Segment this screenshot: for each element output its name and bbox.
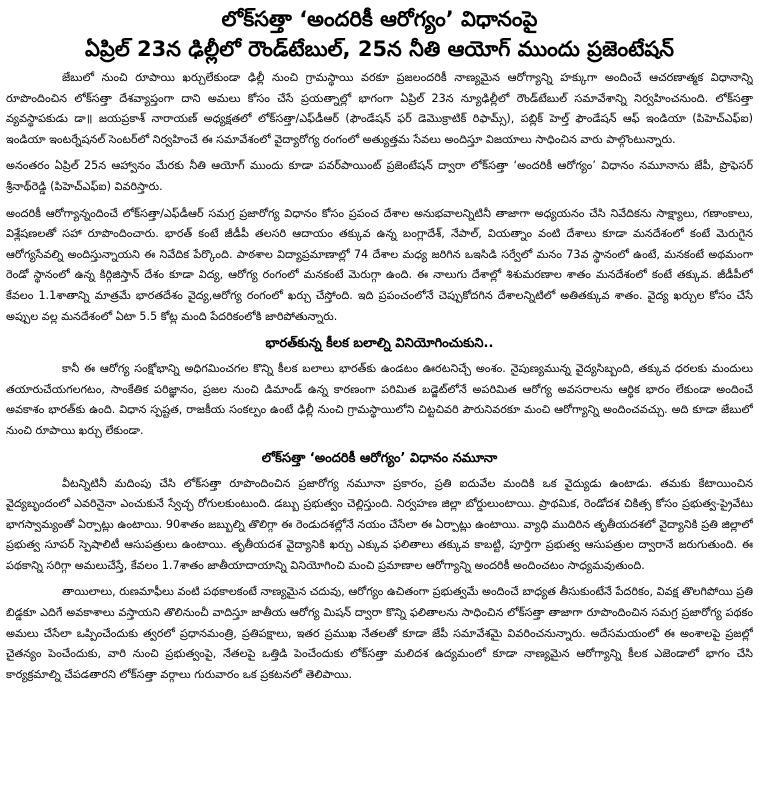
- body-paragraph-3: అందరికీ ఆరోగ్యాన్నందించే లోక్‌సత్తా/ఎఫ్‌డీఆర్‌ సమగ్ర ప్రజారోగ్య విధానం కోసం ప్రపంచ దేశాల అనుభవాలన్నిటినీ తాజాగా అధ్యయనం చేసి నివేదికను సాక్ష్యాలు, గణాంకాలు, విశ్లేషణలతో సహా రూపొందించారు. భారత్‌ కంటే జీడీపీ తలసరి ఆదాయం తక్కువ ఉన్న బంగ్లాదేశ్‌, నేపాల్‌, వియత్నాం వంటి దేశాలు కూడా మనదేశంలో కంటే మెరుగైన ఆరోగ్యసేవల్ని అందిస్తున్నాయని ఈ నివేదిక పేర్కొంది. పాఠశాల విద్యాప్రమాణాల్లో 74 దేశాల మధ్య జరిగిన ఒఇసిడి సర్వేలో మనం 73వ స్థానంలో ఉంటే, మనకంటే అథమంగా రెండో స్థానంలో ఉన్న కిర్గిజిస్తాన్‌ దేశం కూడా విద్య, ఆరోగ్య రంగంలో మనకంటే మెరుగ్గా ఉంది. ఈ నాలుగు దేశాల్లో శిశుమరణాల శాతం మనదేశంలో కంటే తక్కువ. జీడీపీలో కేవలం 1.1శాతాన్ని మాత్రమే భారతదేశం వైద్య,ఆరోగ్య రంగంలో ఖర్చు చేస్తోంది. ఇది ప్రపంచంలోనే చెప్పుకోదగిన దేశాలన్నిటిలో అతితక్కువ శాతం. వైద్య ఖర్చుల కోసం చేసే అప్పుల వల్ల మనదేశంలో ఏటా 5.5 కోట్ల మంది పేదరికంలోకి జారిపోతున్నారు.: [6, 206, 753, 323]
- body-paragraph-1: జేబులో నుంచి రూపాయి ఖర్చులేకుండా ఢిల్లీ నుంచి గ్రామస్థాయి వరకూ ప్రజలందరికీ నాణ్యమైన ఆరోగ్యాన్ని హక్కుగా అందించే ఆచరణాత్మక విధానాన్ని రూపొందించిన లోక్‌సత్తా దేశవ్యాప్తంగా దాని అమలు కోసం చేసే ప్రయత్నాల్లో భాగంగా ఏప్రిల్‌ 23న న్యూఢిల్లీలో రౌండ్‌టేబుల్‌ సమావేశాన్ని నిర్వహించనుంది. లోక్‌సత్తా వ్యవస్థాపకుడు డా॥ జయప్రకాశ్‌ నారాయణ్‌ అధ్యక్షతలో లోక్‌సత్తా/ఎఫ్‌డీఆర్‌ (ఫౌండేషన్‌ ఫర్‌ డెమొక్రాటిక్‌ రిఫామ్స్‌), పబ్లిక్‌ హెల్త్‌ ఫౌండేషన్‌ ఆఫ్‌ ఇండియా (పిహెచ్‌ఎఫ్‌ఐ) ఇండియా ఇంటర్నేషనల్‌ సెంటర్‌లో నిర్వహించే ఈ సమావేశంలో వైద్యారోగ్య రంగంలో అత్యుత్తమ సేవలు అందిస్తూ విజయాలు సాధించిన వారు పాల్గొంటున్నారు.: [6, 71, 753, 146]
- headline-line-2: ఏప్రిల్‌ 23న ఢిల్లీలో రౌండ్‌టేబుల్‌, 25న నీతి ఆయోగ్‌ ముందు ప్రజెంటేషన్‌: [84, 37, 675, 61]
- body-paragraph-2: అనంతరం ఏప్రిల్‌ 25న ఆహ్వానం మేరకు నీతి ఆయోగ్‌ ముందు కూడా పవర్‌పాయింట్‌ ప్రజెంటేషన్‌ ద్వారా లోక్‌సత్తా ‘అందరికీ ఆరోగ్యం’ విధానం నమూనాను జేపీ, ప్రొఫెసర్‌ శ్రీనాథ్‌రెడ్డి (పిహెచ్‌ఎఫ్‌ఐ) వివరిస్తారు.: [6, 159, 753, 193]
- headline-line-1: లోక్‌సత్తా ‘అందరికీ ఆరోగ్యం’ విధానంపై: [221, 7, 538, 31]
- subheading-policy-model: లోక్‌సత్తా ‘అందరికీ ఆరోగ్యం’ విధానం నమూనా: [261, 450, 498, 466]
- body-paragraph-5: వీటన్నిటినీ మదింపు చేసి లోక్‌సత్తా రూపొందించిన ప్రజారోగ్య నమూనా ప్రకారం, ప్రతి ఐదువేల మందికి ఒక వైద్యుడు ఉంటాడు. తమకు కేటాయించిన వైద్యబృందంలో ఎవరినైనా ఎంచుకునే స్వేచ్ఛ రోగులకుంటుంది. డబ్బు ప్రభుత్వం చెల్లిస్తుంది. నిర్వహణ జిల్లా బోర్డులుంటాయి. ప్రాథమిక, రెండోదశ చికిత్స కోసం ప్రభుత్వ-ప్రైవేటు భాగస్వామ్యంతో ఏర్పాట్లు ఉంటాయి. 90శాతం జబ్బుల్ని తొలిగ్గా ఈ రెండుదశల్లోనే నయం చేసేలా ఈ ఏర్పాట్లు ఉంటాయి. వ్యాధి ముదిరిన తృతీయదశలో వైద్యానికి ప్రతి జిల్లాలో ప్రభుత్వ సూపర్‌ స్పెషాలిటీ ఆసుపత్రులు ఉంటాయి. తృతీయదశ వైద్యానికి ఖర్చు ఎక్కువ ఫలితాలు తక్కువ కాబట్టి, పూర్తిగా ప్రభుత్వ ఆసుపత్రుల ద్వారానే జరుగుతుంది. ఈ పథకాన్ని సరిగ్గా అమలుచేస్తే, కేవలం 1.7శాతం జాతీయాదాయాన్ని వినియోగించి మంచి ప్రమాణాల ఆరోగ్యాన్ని అందరికీ అందించటం సాధ్యమవుతుంది.: [6, 476, 753, 572]
- subheading-key-strengths: భారత్‌కున్న కీలక బలాల్ని వినియోగించుకుని..: [265, 336, 494, 352]
- body-paragraph-6: తాయిలాలు, రుణమాఫీలు వంటి పథకాలకంటే నాణ్యమైన చదువు, ఆరోగ్యం ఉచితంగా ప్రభుత్వమే అందించే బాధ్యత తీసుకుంటేనే పేదరికం, వివక్ష తొలగిపోయి ప్రతి బిడ్డకూ ఎదిగే అవకాశాలు వస్తాయని తొలినుంచీ వాదిస్తూ జాతీయ ఆరోగ్య మిషన్‌ ద్వారా కొన్ని ఫలితాలను సాధించిన లోక్‌సత్తా తాజాగా రూపొందించిన సమగ్ర ప్రజారోగ్య పథకం అమలు చేసేలా ఒప్పించేందుకు త్వరలో ప్రధానమంత్రి, ప్రతిపక్షాలు, ఇతర ప్రముఖ నేతలతో కూడా జేపీ సమావేశమై వివరించనున్నారు. అదేసమయంలో ఈ అంశాలపై ప్రజల్లో చైతన్యం పెంచేందుకు, వారి నుంచి ప్రభుత్వంపై, నేతలపై ఒత్తిడి పెంచేందుకు లోక్‌సత్తా మలిదశ ఉద్యమంలో కూడా నాణ్యమైన ఆరోగ్యాన్ని కీలక ఎజెండాలో భాగం చేసి కార్యక్రమాల్ని చేపడతారని లోక్‌సత్తా వర్గాలు గురువారం ఒక ప్రకటనలో తెలిపాయి.: [6, 585, 753, 681]
- body-paragraph-4: కానీ ఈ ఆరోగ్య సంక్షోభాన్ని అధిగమించగల కొన్ని కీలక బలాలు భారత్‌కు ఉండటం ఊరటనిచ్చే అంశం. నైపుణ్యమున్న వైద్యసిబ్బంది, తక్కువ ధరలకు మందులు తయారుచేయగలగటం, సాంకేతిక పరిజ్ఞానం, ప్రజల నుంచి డిమాండ్‌ ఉన్న కారణంగా పరిమిత బడ్జెట్‌లోనే అపరిమిత ఆరోగ్య అవసరాలను ఆర్థిక భారం లేకుండా అందించే అవకాశం భారత్‌కు ఉంది. విధాన స్పష్టత, రాజకీయ సంకల్పం ఉంటే ఢిల్లీ నుంచి గ్రామస్థాయిలోని చిట్టచివరి పౌరునివరకూ మంచి ఆరోగ్యాన్ని అందించవచ్చు. అది కూడా జేబులో నుంచి రూపాయి ఖర్చు లేకుండా.: [6, 362, 753, 437]
